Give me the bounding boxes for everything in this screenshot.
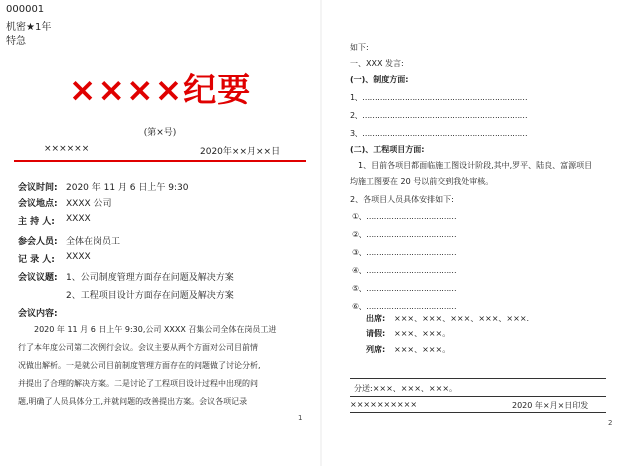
page-number: 1 bbox=[298, 414, 303, 422]
secrecy-level: 机密★1年 bbox=[6, 22, 52, 33]
attendance-observer: ×××、×××。 bbox=[394, 345, 451, 354]
attendance-label: 请假: bbox=[366, 329, 386, 338]
urgency-level: 特急 bbox=[6, 36, 26, 47]
document-title: ××××纪要 bbox=[68, 70, 252, 109]
subsection-engineering: (二)、工程项目方面: bbox=[350, 145, 425, 154]
content-line: 题,明确了人员具体分工,并就问题的改善提出方案。会议各项记录 bbox=[18, 397, 248, 406]
project-line: 1、目前各项目都面临施工图设计阶段,其中,罗平、陆良、富源项目 bbox=[358, 161, 593, 170]
attendance-leave: ×××、×××。 bbox=[394, 329, 451, 338]
field-label: 参会人员: bbox=[18, 237, 58, 247]
content-line: 并提出了合理的解决方案。二是讨论了工程项目设计过程中出现的问 bbox=[18, 379, 258, 388]
topic-item: 1、公司制度管理方面存在问题及解决方案 bbox=[66, 273, 234, 283]
section-one-heading: 一、XXX 发言: bbox=[350, 59, 404, 68]
attendance-present: ×××、×××、×××、×××、×××. bbox=[394, 314, 530, 323]
field-label: 记 录 人: bbox=[18, 255, 55, 265]
footer-print-date: 2020 年×月×日印发 bbox=[512, 401, 589, 410]
dotted-item: 2、………………………………………………………… bbox=[350, 111, 528, 120]
topic-item: 2、工程项目设计方面存在问题及解决方案 bbox=[66, 291, 234, 301]
red-separator-line bbox=[14, 160, 306, 162]
dotted-item: 1、………………………………………………………… bbox=[350, 93, 528, 102]
issue-number: (第×号) bbox=[143, 128, 177, 138]
assignment-item: ②、……………………………… bbox=[352, 230, 457, 239]
document-page-2 bbox=[322, 0, 640, 466]
assignment-item: ①、……………………………… bbox=[352, 212, 457, 221]
content-label: 会议内容: bbox=[18, 309, 58, 319]
footer-issuer: ×××××××××× bbox=[350, 400, 418, 409]
project-line: 均施工图要在 20 号以前交到我处审核。 bbox=[350, 177, 494, 186]
dotted-item: 3、………………………………………………………… bbox=[350, 129, 528, 138]
page-number: 2 bbox=[608, 419, 613, 427]
content-line: 行了本年度公司第二次例行会议。会议主要从两个方面对公司目前情 bbox=[18, 343, 258, 352]
assignment-item: ⑤、……………………………… bbox=[352, 284, 457, 293]
issuer: ×××××× bbox=[44, 144, 90, 154]
subsection-institutional: (一)、制度方面: bbox=[350, 75, 409, 84]
field-label: 会议地点: bbox=[18, 199, 58, 209]
assignment-item: ⑥、……………………………… bbox=[352, 302, 457, 311]
attendance-label: 出席: bbox=[366, 314, 386, 323]
content-line: 况做出解析。一是就公司目前制度管理方面存在的问题做了讨论分析, bbox=[18, 361, 261, 370]
project-line: 2、各项目人员具体安排如下: bbox=[350, 195, 454, 204]
attendance-label: 列席: bbox=[366, 345, 386, 354]
footer-middle-rule bbox=[350, 396, 606, 397]
meeting-attendees: 全体在岗员工 bbox=[66, 237, 121, 247]
meeting-time: 2020 年 11 月 6 日上午 9:30 bbox=[66, 183, 189, 193]
meeting-location: XXXX 公司 bbox=[66, 199, 112, 209]
assignment-item: ③、……………………………… bbox=[352, 248, 457, 257]
meeting-host: XXXX bbox=[66, 214, 91, 224]
content-line: 2020 年 11 月 6 日上午 9:30,公司 XXXX 召集公司全体在岗员工进 bbox=[34, 325, 277, 334]
field-label: 主 持 人: bbox=[18, 217, 55, 227]
footer-top-rule bbox=[350, 378, 606, 379]
intro-text: 如下: bbox=[350, 43, 369, 52]
meeting-recorder: XXXX bbox=[66, 252, 91, 262]
assignment-item: ④、……………………………… bbox=[352, 266, 457, 275]
footer-bottom-rule bbox=[350, 412, 606, 413]
topics-label: 会议议题: bbox=[18, 273, 58, 283]
distribution-list: 分送:×××、×××、×××。 bbox=[354, 384, 458, 393]
field-label: 会议时间: bbox=[18, 183, 58, 193]
document-number: 000001 bbox=[6, 4, 45, 15]
issue-date: 2020年××月××日 bbox=[200, 147, 281, 157]
